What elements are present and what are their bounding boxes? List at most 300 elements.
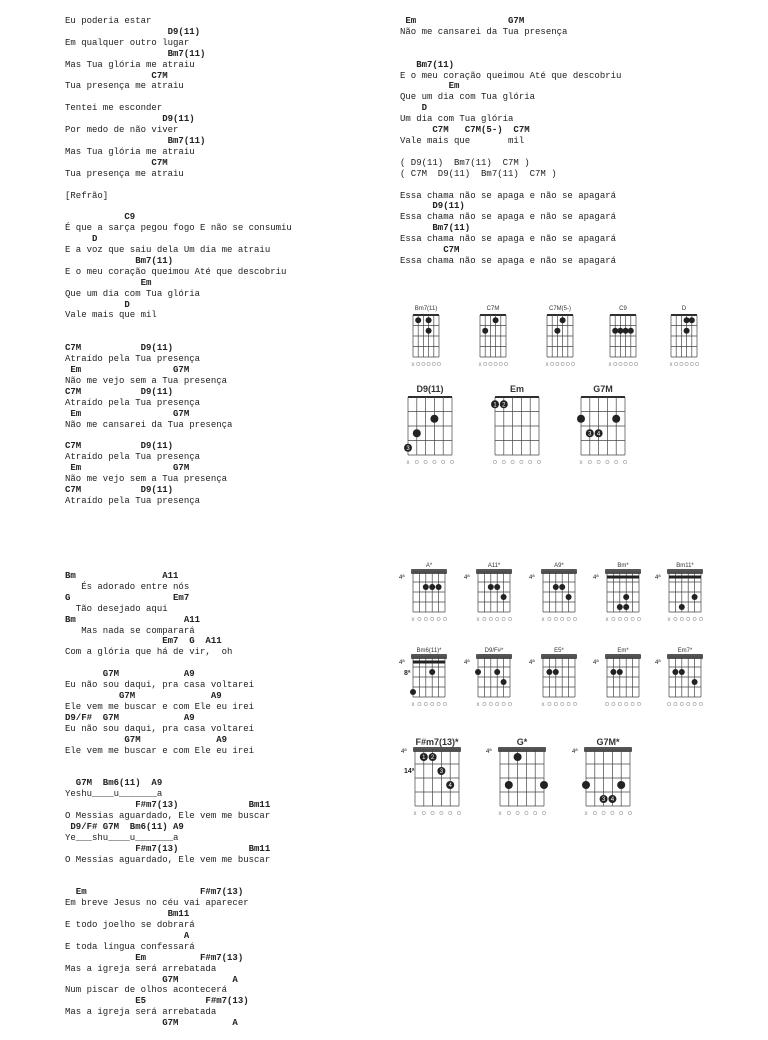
chord-line: Em F#m7(13) <box>65 952 244 963</box>
open-string-marker <box>561 362 564 365</box>
open-string-marker <box>629 362 632 365</box>
open-string-marker <box>422 362 425 365</box>
lyric-line: Em qualquer outro lugar <box>65 37 190 48</box>
finger-dot <box>494 584 500 590</box>
chord-line: C7M D9(11) <box>65 441 174 452</box>
lyric-line: Essa chama não se apaga e não se apagará <box>400 255 617 266</box>
muted-marker: x <box>579 460 583 466</box>
open-string-marker <box>614 362 617 365</box>
finger-dot <box>514 753 522 761</box>
open-string-marker <box>625 617 628 620</box>
chord-line: D <box>65 234 98 245</box>
lyric-line <box>65 865 270 876</box>
lyric-line: O Messias aguardado, Ele vem me buscar <box>65 854 271 865</box>
open-string-marker <box>695 362 698 365</box>
capo-bar <box>605 569 641 574</box>
open-string-marker <box>502 702 505 705</box>
capo-fret-label: 4ª <box>486 749 492 755</box>
chord-diagram-name: G7M <box>593 384 613 394</box>
lyric-line: Vale mais que mil <box>400 135 525 146</box>
chord-line: C7M D9(11) <box>65 386 174 397</box>
chord-diagram <box>485 384 549 473</box>
chord-line: C7M <box>65 70 168 81</box>
capo-fret-label: 4ª <box>593 660 599 666</box>
muted-marker: x <box>541 617 545 623</box>
chord-diagram <box>464 563 520 630</box>
chord-diagram <box>464 648 520 715</box>
chord-line: C7M <box>65 157 168 168</box>
capo-fret-label: 4ª <box>399 575 405 581</box>
lyric-line: Eu não sou daqui, pra casa voltarei <box>65 723 255 734</box>
chord-line: G7M A9 <box>65 690 222 701</box>
finger-dot <box>582 781 590 789</box>
chord-line: G7M A9 <box>65 669 195 680</box>
lyric-line: Vale mais que mil <box>65 310 157 321</box>
open-string-marker <box>567 617 570 620</box>
page1-left-column <box>65 16 292 507</box>
chord-diagram-name: Em* <box>617 648 629 654</box>
open-string-marker <box>431 811 434 814</box>
chord-diagram-name: A11* <box>487 563 501 569</box>
capo-bar <box>541 654 577 659</box>
capo-fret-label: 4ª <box>593 575 599 581</box>
chord-diagram-name: G* <box>516 737 528 747</box>
open-string-marker <box>554 617 557 620</box>
chord-grid <box>485 394 549 468</box>
lyric-line: Essa chama não se apaga e não se apagará <box>400 190 617 201</box>
chord-grid <box>405 747 469 819</box>
open-string-marker <box>674 617 677 620</box>
chord-grid <box>403 569 455 625</box>
open-string-marker <box>418 617 421 620</box>
chord-line: C7M C7M(5-) C7M <box>400 125 530 136</box>
lyric-line <box>65 321 292 332</box>
chord-grid <box>659 569 711 625</box>
capo-bar <box>584 747 632 752</box>
capo-bar <box>667 569 703 574</box>
chord-line: F#m7(13) Bm11 <box>65 800 271 811</box>
chord-grid <box>403 312 449 370</box>
capo-bar <box>605 654 641 659</box>
chord-grid <box>600 312 646 370</box>
open-string-marker <box>634 362 637 365</box>
finger-dot <box>540 781 548 789</box>
finger-dot <box>623 594 629 600</box>
finger-dot <box>684 317 690 323</box>
open-string-marker <box>422 811 425 814</box>
lyric-line: Tua presença me atraiu <box>65 81 184 92</box>
finger-dot <box>628 328 634 334</box>
finger-dot <box>482 328 488 334</box>
lyric-line: E o meu coração queimou Até que descobriu <box>400 70 622 81</box>
finger-dot <box>566 594 572 600</box>
lyric-line: Mas nada se comparará <box>65 625 195 636</box>
open-string-marker <box>443 702 446 705</box>
chord-grid <box>597 654 649 710</box>
open-string-marker <box>483 617 486 620</box>
finger-dot <box>493 317 499 323</box>
finger-dot <box>553 669 559 675</box>
chord-line: Bm7(11) <box>65 135 206 146</box>
finger-dot <box>475 669 481 675</box>
muted-marker: x <box>476 702 480 708</box>
lyric-line: ( D9(11) Bm7(11) C7M ) <box>400 157 530 168</box>
chord-grid <box>533 569 585 625</box>
chord-diagram-name: Bm11* <box>676 563 694 569</box>
lyric-line: Em breve Jesus no céu vai aparecer <box>65 898 249 909</box>
chord-diagram-name: Em <box>509 384 524 394</box>
lyric-line: Mas a igreja será arrebatada <box>65 963 217 974</box>
chord-grid <box>597 569 649 625</box>
lyric-line <box>65 180 292 191</box>
lyric-line: E toda língua confessará <box>65 941 195 952</box>
muted-marker: x <box>545 362 549 368</box>
fret-position-label: 14ª <box>404 768 415 775</box>
chord-diagram <box>403 306 449 375</box>
lyric-line <box>65 876 270 887</box>
capo-fret-label: 4ª <box>655 660 661 666</box>
lyric-line <box>400 180 621 191</box>
chord-diagram-name: D9(11) <box>416 384 444 394</box>
chord-diagram-name: E5* <box>554 648 564 654</box>
chord-diagram <box>399 648 455 715</box>
chord-diagram-name: A* <box>425 563 433 569</box>
lyric-line <box>65 92 292 103</box>
finger-dot <box>429 584 435 590</box>
chord-diagram-name: C9 <box>619 306 627 312</box>
chord-line: Bm7(11) <box>400 59 455 70</box>
finger-number: 4 <box>596 431 601 438</box>
barre <box>669 576 701 579</box>
finger-dot <box>679 604 685 610</box>
chord-line: Bm7(11) <box>400 223 471 234</box>
lyric-line: E o meu coração queimou Até que descobriu <box>65 266 287 277</box>
finger-number: 3 <box>406 445 410 452</box>
lyric-line: O Messias aguardado, Ele vem me buscar <box>65 810 271 821</box>
lyric-line: Que um dia com Tua glória <box>400 92 536 103</box>
chord-diagram <box>593 563 649 630</box>
open-string-marker <box>612 702 615 705</box>
finger-dot <box>436 584 442 590</box>
capo-fret-label: 4ª <box>572 749 578 755</box>
finger-dot <box>610 669 616 675</box>
finger-dot <box>488 584 494 590</box>
barre <box>607 576 639 579</box>
chord-grid <box>576 747 640 819</box>
chord-line: G7M A <box>65 1018 238 1029</box>
open-string-marker <box>417 362 420 365</box>
open-string-marker <box>489 617 492 620</box>
capo-fret-label: 4ª <box>401 749 407 755</box>
finger-dot <box>623 604 629 610</box>
open-string-marker <box>631 702 634 705</box>
finger-dot <box>560 317 566 323</box>
finger-dot <box>501 594 507 600</box>
open-string-marker <box>699 617 702 620</box>
open-string-marker <box>699 702 702 705</box>
lyric-line <box>400 49 621 60</box>
lyric-line: E todo joelho se dobrará <box>65 920 195 930</box>
open-string-marker <box>432 362 435 365</box>
finger-dot <box>423 584 429 590</box>
open-string-marker <box>690 362 693 365</box>
open-string-marker <box>554 702 557 705</box>
muted-marker: x <box>411 617 415 623</box>
open-string-marker <box>424 702 427 705</box>
finger-dot <box>617 604 623 610</box>
chord-line: Bm7(11) <box>65 255 174 266</box>
open-string-marker <box>637 617 640 620</box>
open-string-marker <box>625 702 628 705</box>
open-string-marker <box>693 702 696 705</box>
muted-marker: x <box>411 702 415 708</box>
open-string-marker <box>424 617 427 620</box>
chord-line: C7M <box>400 245 460 256</box>
finger-dot <box>426 317 432 323</box>
chord-grid <box>468 654 520 710</box>
open-string-marker <box>437 702 440 705</box>
lyric-line <box>400 147 621 158</box>
open-string-marker <box>593 811 596 814</box>
open-string-marker <box>437 617 440 620</box>
chord-diagram-name: D9/F#* <box>484 648 504 654</box>
capo-bar <box>667 654 703 659</box>
open-string-marker <box>561 702 564 705</box>
open-string-marker <box>427 362 430 365</box>
finger-number: 4 <box>610 797 615 803</box>
open-string-marker <box>511 460 514 463</box>
chord-line: Em G7M <box>65 463 190 474</box>
open-string-marker <box>680 362 683 365</box>
finger-number: 3 <box>601 797 606 803</box>
lyric-line: É que a sarça pegou fogo E não se consumiu <box>65 223 292 234</box>
chord-line: D9/F# G7M Bm6(11) A9 <box>65 821 184 832</box>
chord-grid <box>490 747 554 819</box>
open-string-marker <box>542 811 545 814</box>
lyric-line: Mas Tua glória me atraiu <box>65 146 195 157</box>
chord-grid <box>470 312 516 370</box>
muted-marker: x <box>667 617 671 623</box>
chord-diagram <box>486 737 554 824</box>
finger-dot <box>410 689 416 695</box>
chord-diagram-name: A9* <box>554 563 564 569</box>
chord-diagram <box>572 737 640 824</box>
capo-bar <box>411 569 447 574</box>
chord-line: C7M D9(11) <box>65 343 174 354</box>
finger-dot <box>684 328 690 334</box>
fret-position-label: 8ª <box>404 670 411 677</box>
open-string-marker <box>534 811 537 814</box>
lyric-line: Não me vejo sem a Tua presença <box>65 474 228 485</box>
chord-diagram-name: Bm7(11) <box>414 306 438 312</box>
chord-diagram <box>600 306 646 375</box>
chord-line: A <box>65 930 190 941</box>
muted-marker: x <box>413 811 417 817</box>
lyrics-block <box>400 16 621 267</box>
muted-marker: x <box>406 460 410 466</box>
lyric-line: [Refrão] <box>65 190 109 201</box>
chord-diagram <box>399 563 455 630</box>
chord-line: D <box>65 299 130 310</box>
finger-dot <box>426 328 432 334</box>
lyric-line: Num piscar de olhos acontecerá <box>65 985 228 996</box>
open-string-marker <box>680 702 683 705</box>
lyric-line: Tão desejado aqui <box>65 603 168 614</box>
chord-diagram <box>537 306 583 375</box>
open-string-marker <box>415 460 418 463</box>
capo-bar <box>476 569 512 574</box>
finger-number: 1 <box>422 755 426 761</box>
chord-line: C7M D9(11) <box>65 484 174 495</box>
chord-grid <box>661 312 707 370</box>
chord-grid <box>398 394 462 468</box>
open-string-marker <box>424 460 427 463</box>
muted-marker: x <box>541 702 545 708</box>
muted-marker: x <box>478 362 482 368</box>
open-string-marker <box>508 702 511 705</box>
capo-bar <box>413 747 461 752</box>
capo-bar <box>541 569 577 574</box>
finger-number: 3 <box>439 769 444 775</box>
open-string-marker <box>618 702 621 705</box>
finger-dot <box>553 584 559 590</box>
chord-diagram <box>529 563 585 630</box>
muted-marker: x <box>605 617 609 623</box>
open-string-marker <box>529 460 532 463</box>
muted-marker: x <box>411 362 415 368</box>
open-string-marker <box>493 460 496 463</box>
open-string-marker <box>502 617 505 620</box>
capo-fret-label: 4ª <box>529 660 535 666</box>
open-string-marker <box>680 617 683 620</box>
open-string-marker <box>693 617 696 620</box>
chord-line: Bm A11 <box>65 614 201 625</box>
open-string-marker <box>597 460 600 463</box>
finger-dot <box>617 781 625 789</box>
lyric-line: ( C7M D9(11) Bm7(11) C7M ) <box>400 168 557 179</box>
open-string-marker <box>615 460 618 463</box>
open-string-marker <box>489 362 492 365</box>
finger-dot <box>505 781 513 789</box>
open-string-marker <box>516 811 519 814</box>
chord-line: G7M A <box>65 974 238 985</box>
lyric-line: Ele vem me buscar e com Ele eu irei <box>65 745 255 756</box>
open-string-marker <box>483 702 486 705</box>
lyric-line: Mas a igreja será arrebatada <box>65 1007 217 1018</box>
open-string-marker <box>573 617 576 620</box>
chord-diagram <box>470 306 516 375</box>
chord-diagram-name: Bm* <box>617 563 629 569</box>
capo-fret-label: 4ª <box>464 575 470 581</box>
open-string-marker <box>502 460 505 463</box>
open-string-marker <box>675 362 678 365</box>
lyrics-block <box>65 16 292 507</box>
open-string-marker <box>548 617 551 620</box>
capo-fret-label: 4ª <box>655 575 661 581</box>
lyric-line: Ye___shu____u_______a <box>65 832 179 843</box>
capo-fret-label: 4ª <box>464 660 470 666</box>
lyric-line: Não me vejo sem a Tua presença <box>65 375 228 386</box>
capo-bar <box>476 654 512 659</box>
open-string-marker <box>573 702 576 705</box>
chord-line: D <box>400 103 428 114</box>
chord-line: G7M Bm6(11) A9 <box>65 778 163 789</box>
open-string-marker <box>687 617 690 620</box>
page1-right-column <box>400 16 621 267</box>
lyric-line <box>65 1029 270 1040</box>
chord-grid <box>571 394 635 468</box>
open-string-marker <box>687 702 690 705</box>
lyric-line <box>65 201 292 212</box>
muted-marker: x <box>498 811 502 817</box>
finger-dot <box>546 669 552 675</box>
open-string-marker <box>624 362 627 365</box>
open-string-marker <box>551 362 554 365</box>
chord-line: Em G7M <box>400 16 525 26</box>
open-string-marker <box>437 362 440 365</box>
chord-line: Bm7(11) <box>65 48 206 59</box>
lyric-line: Tentei me esconder <box>65 103 163 114</box>
lyric-line <box>65 430 292 441</box>
open-string-marker <box>566 362 569 365</box>
lyric-line: Essa chama não se apaga e não se apagará <box>400 234 617 245</box>
finger-dot <box>612 328 618 334</box>
chord-diagram <box>661 306 707 375</box>
finger-dot <box>501 679 507 685</box>
open-string-marker <box>433 460 436 463</box>
capo-fret-label: 4ª <box>529 575 535 581</box>
chord-line: D9(11) <box>65 114 195 125</box>
open-string-marker <box>496 617 499 620</box>
chord-line: Em G7M <box>65 408 190 419</box>
finger-dot <box>612 415 620 423</box>
chord-grid <box>533 654 585 710</box>
chord-line: Bm11 <box>65 909 190 920</box>
finger-dot <box>415 317 421 323</box>
lyric-line <box>65 756 270 767</box>
lyrics-block <box>65 571 270 1040</box>
chord-diagram <box>593 648 649 715</box>
finger-dot <box>692 594 698 600</box>
open-string-marker <box>484 362 487 365</box>
finger-dot <box>559 584 565 590</box>
open-string-marker <box>508 617 511 620</box>
finger-number: 4 <box>448 783 452 789</box>
open-string-marker <box>561 617 564 620</box>
chord-line: E5 F#m7(13) <box>65 996 249 1007</box>
lyric-line: Atraído pela Tua presença <box>65 495 201 506</box>
page2-left-column <box>65 571 270 1040</box>
open-string-marker <box>520 460 523 463</box>
chord-line: Em G7M <box>65 365 190 375</box>
open-string-marker <box>507 811 510 814</box>
capo-bar <box>498 747 546 752</box>
open-string-marker <box>567 702 570 705</box>
finger-dot <box>430 415 438 423</box>
lyric-line: Com a glória que há de vir, oh <box>65 647 233 658</box>
open-string-marker <box>449 811 452 814</box>
chord-diagram <box>571 384 635 473</box>
chord-diagram-name: G7M* <box>596 737 620 747</box>
lyric-line: Yeshu____u_______a <box>65 789 163 800</box>
finger-dot <box>429 669 435 675</box>
muted-marker: x <box>608 362 612 368</box>
chord-grid <box>537 312 583 370</box>
chord-diagram-name: C7M(5-) <box>549 306 571 312</box>
open-string-marker <box>623 460 626 463</box>
finger-dot <box>672 669 678 675</box>
lyric-line: Eu poderia estar <box>65 16 152 26</box>
